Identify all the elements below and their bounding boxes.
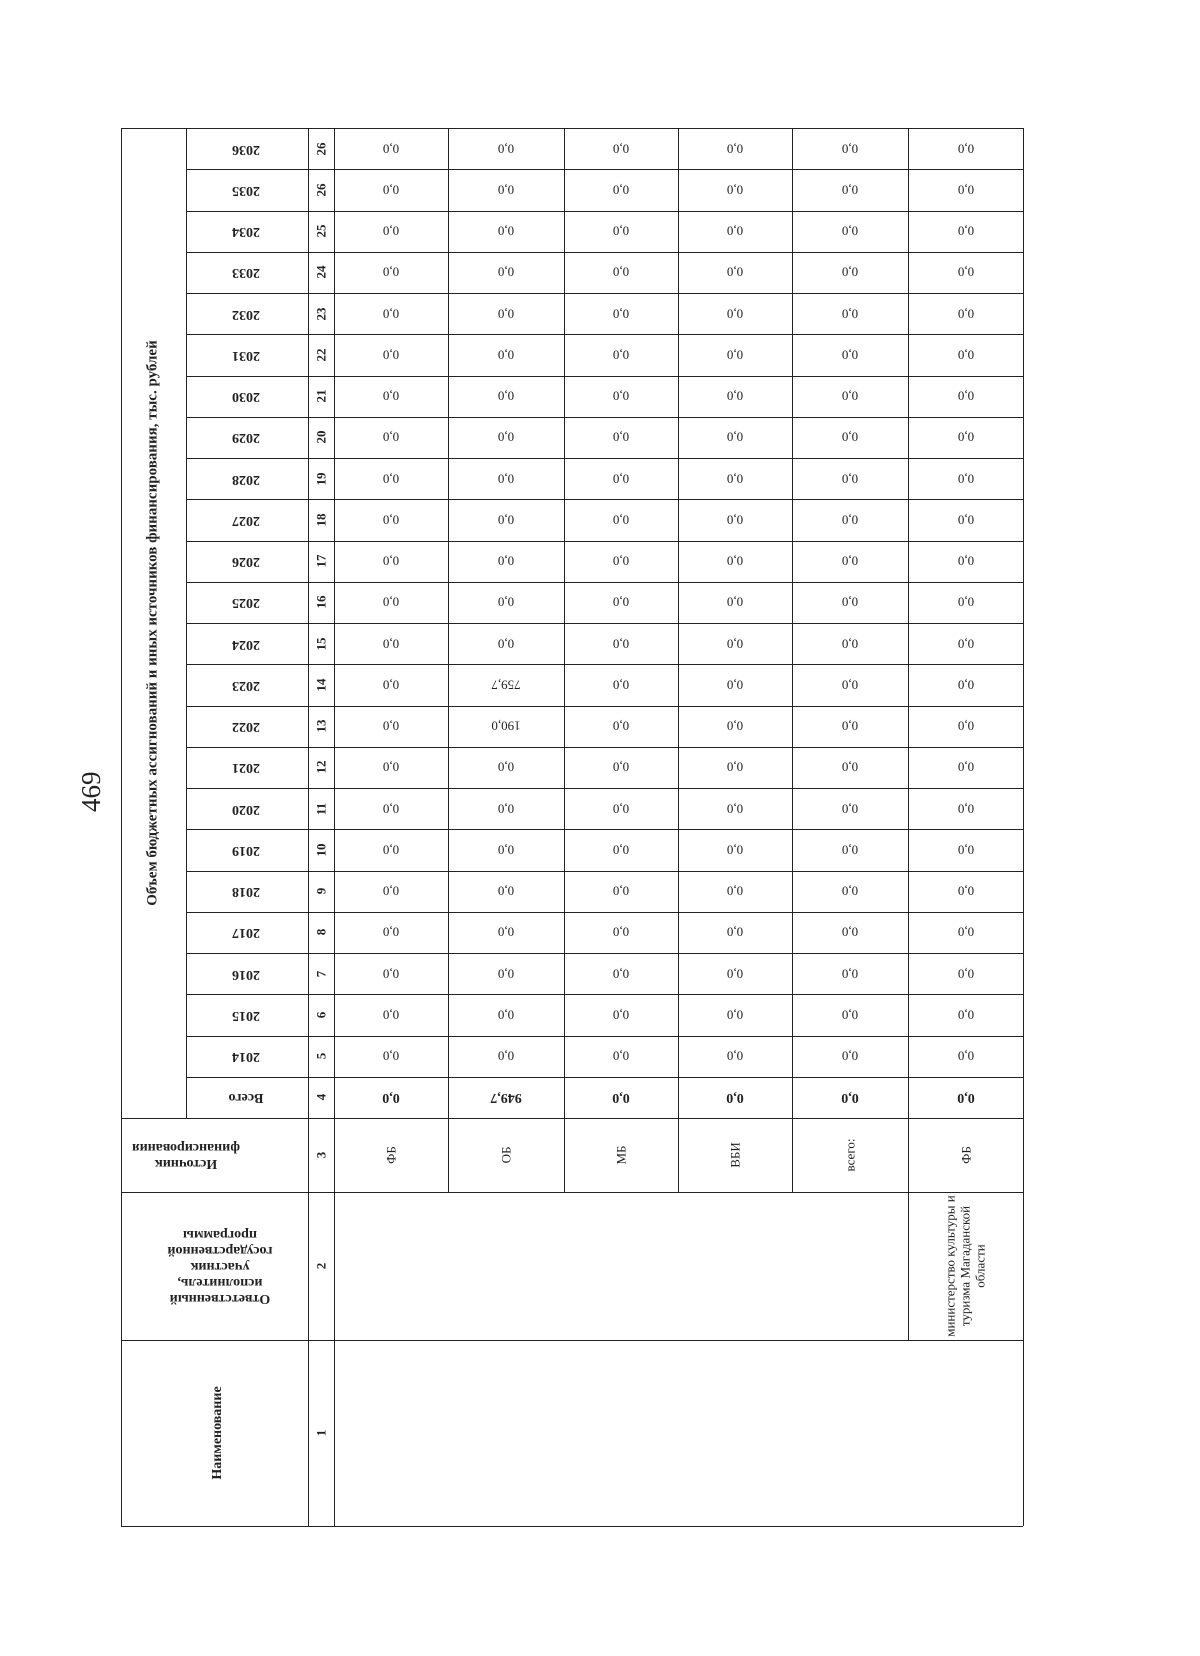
value-cell: 0,0 — [612, 347, 630, 363]
value-cell: 0,0 — [612, 1007, 630, 1023]
column-number: 4 — [313, 1094, 329, 1101]
value-cell: 0,0 — [382, 636, 400, 652]
value-cell: 0,0 — [957, 223, 974, 239]
value-cell: 0,0 — [497, 842, 515, 858]
year-label: 2031 — [232, 347, 260, 363]
data-column-divider — [564, 128, 565, 1192]
value-cell: 0,0 — [612, 471, 630, 487]
year-row-divider — [186, 169, 1023, 170]
value-cell: 0,0 — [957, 347, 974, 363]
year-row-divider — [186, 912, 1023, 913]
responsible-header: Ответственный исполнитель, участник государственной программы — [167, 1226, 273, 1307]
value-cell: 0,0 — [497, 429, 515, 445]
value-cell: 0,0 — [497, 594, 515, 610]
value-cell: 0,0 — [612, 264, 630, 280]
year-label: 2024 — [232, 636, 260, 652]
value-cell: 0,0 — [497, 141, 515, 157]
value-cell: 0,0 — [957, 842, 974, 858]
year-label: 2022 — [232, 719, 260, 735]
data-column-divider — [448, 128, 449, 1192]
year-label: 2023 — [232, 677, 260, 693]
value-cell: 0,0 — [726, 347, 744, 363]
value-cell: 0,0 — [382, 223, 400, 239]
column-number: 14 — [313, 678, 329, 692]
value-cell: 0,0 — [497, 223, 515, 239]
value-cell: 0,0 — [726, 141, 744, 157]
value-cell: 0,0 — [841, 677, 859, 693]
value-cell: 0,0 — [957, 264, 974, 280]
value-cell: 0,0 — [841, 842, 859, 858]
year-label: 2035 — [232, 182, 260, 198]
data-column-divider — [792, 128, 793, 1192]
value-cell: 0,0 — [612, 966, 630, 982]
value-cell: 0,0 — [841, 182, 859, 198]
value-cell: 0,0 — [956, 1090, 975, 1106]
value-cell: 0,0 — [841, 759, 859, 775]
value-cell: 0,0 — [612, 801, 630, 817]
value-cell: 0,0 — [497, 966, 515, 982]
year-label: 2020 — [232, 801, 260, 817]
value-cell: 0,0 — [612, 924, 630, 940]
year-label: Всего — [228, 1090, 264, 1106]
column-number: 17 — [313, 554, 329, 568]
year-label: 2028 — [232, 471, 260, 487]
value-cell: 0,0 — [957, 306, 974, 322]
year-label: 2021 — [232, 760, 260, 776]
value-cell: 0,0 — [612, 1048, 630, 1064]
column-number: 11 — [313, 802, 329, 815]
year-row-divider — [186, 334, 1023, 335]
responsible-cell: министерство культуры и туризма Магаданской области — [942, 1195, 987, 1337]
value-cell: 0,0 — [497, 883, 515, 899]
value-cell: 0,0 — [841, 636, 859, 652]
value-cell: 0,0 — [726, 512, 744, 528]
value-cell: 0,0 — [497, 512, 515, 528]
value-cell: 0,0 — [957, 718, 974, 734]
value-cell: 0,0 — [497, 347, 515, 363]
value-cell: 0,0 — [382, 966, 400, 982]
column-number: 21 — [313, 389, 329, 403]
column-number: 26 — [313, 142, 329, 156]
source-cell: всего: — [842, 1138, 858, 1172]
value-cell: 0,0 — [841, 718, 859, 734]
value-cell: 0,0 — [382, 306, 400, 322]
value-cell: 0,0 — [612, 718, 630, 734]
year-label: 2036 — [232, 141, 260, 157]
value-cell: 0,0 — [726, 594, 744, 610]
value-cell: 0,0 — [382, 141, 400, 157]
value-cell: 0,0 — [841, 512, 859, 528]
column-number: 1 — [313, 1429, 329, 1437]
table-border-right — [1023, 128, 1024, 1526]
value-cell: 0,0 — [726, 471, 744, 487]
value-cell: 0,0 — [957, 924, 974, 940]
year-row-divider — [186, 1077, 1023, 1078]
year-row-divider — [186, 376, 1023, 377]
value-cell: 0,0 — [726, 388, 744, 404]
value-cell: 0,0 — [382, 471, 400, 487]
years-block-end — [121, 1118, 1023, 1119]
value-cell: 0,0 — [612, 182, 630, 198]
source-block-end — [121, 1192, 1023, 1193]
value-cell: 0,0 — [957, 512, 974, 528]
year-row-divider — [186, 953, 1023, 954]
value-cell: 0,0 — [957, 801, 974, 817]
column-number: 2 — [313, 1262, 329, 1270]
year-row-divider — [186, 499, 1023, 500]
value-cell: 0,0 — [957, 594, 974, 610]
column-number: 6 — [313, 1011, 329, 1019]
column-number: 9 — [313, 887, 329, 895]
value-cell: 0,0 — [497, 1048, 515, 1064]
year-row-divider — [186, 871, 1023, 872]
value-cell: 0,0 — [612, 306, 630, 322]
value-cell: 0,0 — [841, 553, 859, 569]
column-number: 8 — [313, 929, 329, 936]
year-row-divider — [186, 582, 1023, 583]
year-label: 2015 — [232, 1007, 260, 1023]
value-cell: 0,0 — [382, 1048, 400, 1064]
table-border-left — [121, 128, 122, 1526]
value-cell: 0,0 — [841, 141, 859, 157]
value-cell: 0,0 — [841, 594, 859, 610]
value-cell: 0,0 — [612, 141, 630, 157]
column-number: 16 — [313, 595, 329, 609]
value-cell: 0,0 — [957, 182, 974, 198]
table-border-top — [121, 128, 1023, 129]
value-cell: 0,0 — [957, 1048, 974, 1064]
value-cell: 0,0 — [382, 677, 400, 693]
value-cell: 0,0 — [957, 1007, 974, 1023]
year-row-divider — [186, 706, 1023, 707]
value-cell: 0,0 — [497, 264, 515, 280]
value-cell: 0,0 — [382, 429, 400, 445]
column-number: 5 — [313, 1052, 329, 1060]
value-cell: 0,0 — [497, 924, 515, 940]
year-row-divider — [186, 211, 1023, 212]
value-cell: 0,0 — [612, 759, 630, 775]
value-cell: 0,0 — [726, 636, 744, 652]
year-row-divider — [186, 252, 1023, 253]
value-cell: 0,0 — [726, 553, 744, 569]
year-label: 2019 — [232, 842, 260, 858]
value-cell: 0,0 — [382, 883, 400, 899]
value-cell: 0,0 — [957, 966, 974, 982]
value-cell: 0,0 — [726, 429, 744, 445]
value-cell: 0,0 — [957, 759, 974, 775]
column-number: 15 — [313, 637, 329, 651]
value-cell: 0,0 — [612, 594, 630, 610]
value-cell: 0,0 — [726, 759, 744, 775]
value-cell: 190,0 — [491, 718, 521, 734]
value-cell: 0,0 — [726, 718, 744, 734]
value-cell: 0,0 — [841, 429, 859, 445]
value-cell: 0,0 — [841, 1090, 859, 1106]
year-row-divider — [186, 747, 1023, 748]
value-cell: 0,0 — [382, 347, 400, 363]
value-cell: 0,0 — [497, 801, 515, 817]
value-cell: 0,0 — [382, 842, 400, 858]
value-cell: 0,0 — [726, 924, 744, 940]
value-cell: 0,0 — [382, 924, 400, 940]
value-cell: 0,0 — [382, 1007, 400, 1023]
year-row-divider — [186, 293, 1023, 294]
year-label: 2027 — [232, 512, 260, 528]
year-row-divider — [186, 829, 1023, 830]
value-cell: 0,0 — [382, 264, 400, 280]
value-cell: 0,0 — [841, 347, 859, 363]
column-number: 3 — [313, 1151, 329, 1159]
year-row-divider — [186, 417, 1023, 418]
name-header: Наименование — [209, 1386, 225, 1480]
value-cell: 0,0 — [612, 512, 630, 528]
value-cell: 0,0 — [612, 553, 630, 569]
column-number: 7 — [313, 970, 329, 977]
year-label: 2026 — [232, 554, 260, 570]
value-cell: 0,0 — [612, 1090, 630, 1106]
value-cell: 0,0 — [957, 636, 974, 652]
source-cell: ФБ — [958, 1146, 973, 1164]
value-cell: 0,0 — [726, 223, 744, 239]
year-row-divider — [186, 541, 1023, 542]
value-cell: 0,0 — [382, 594, 400, 610]
funding-header: Объем бюджетных ассигнований и иных источников финансирования, тыс. рублей — [144, 340, 161, 906]
year-row-divider — [186, 1036, 1023, 1037]
value-cell: 0,0 — [382, 801, 400, 817]
value-cell: 0,0 — [497, 1007, 515, 1023]
value-cell: 0,0 — [612, 842, 630, 858]
value-cell: 0,0 — [726, 1090, 744, 1106]
value-cell: 0,0 — [957, 429, 974, 445]
year-label: 2016 — [232, 966, 260, 982]
value-cell: 0,0 — [957, 471, 974, 487]
value-cell: 759,7 — [491, 677, 521, 693]
value-cell: 0,0 — [841, 1048, 859, 1064]
value-cell: 0,0 — [726, 801, 744, 817]
table-border-bottom — [121, 1526, 1023, 1527]
value-cell: 0,0 — [497, 306, 515, 322]
value-cell: 0,0 — [841, 388, 859, 404]
year-label: 2033 — [232, 265, 260, 281]
value-cell: 0,0 — [841, 966, 859, 982]
value-cell: 0,0 — [957, 388, 974, 404]
value-cell: 0,0 — [957, 883, 974, 899]
value-cell: 0,0 — [382, 182, 400, 198]
value-cell: 0,0 — [497, 636, 515, 652]
value-cell: 0,0 — [382, 512, 400, 528]
value-cell: 0,0 — [726, 306, 744, 322]
column-number-divider — [308, 128, 309, 1526]
value-cell: 0,0 — [726, 883, 744, 899]
value-cell: 0,0 — [726, 264, 744, 280]
year-label: 2032 — [232, 306, 260, 322]
year-label: 2025 — [232, 595, 260, 611]
source-cell: ФБ — [383, 1146, 399, 1164]
value-cell: 0,0 — [726, 182, 744, 198]
year-row-divider — [186, 623, 1023, 624]
year-label: 2030 — [232, 389, 260, 405]
column-number: 12 — [313, 760, 329, 774]
value-cell: 0,0 — [612, 636, 630, 652]
value-cell: 0,0 — [841, 471, 859, 487]
column-number: 23 — [313, 307, 329, 321]
value-cell: 0,0 — [382, 718, 400, 734]
value-cell: 0,0 — [841, 264, 859, 280]
year-label: 2018 — [232, 884, 260, 900]
value-cell: 0,0 — [957, 553, 974, 569]
value-cell: 0,0 — [957, 677, 974, 693]
year-row-divider — [186, 664, 1023, 665]
source-cell: ОБ — [498, 1146, 514, 1164]
value-cell: 0,0 — [841, 924, 859, 940]
value-cell: 0,0 — [382, 388, 400, 404]
column-number: 20 — [313, 430, 329, 444]
value-cell: 0,0 — [726, 677, 744, 693]
column-number: 18 — [313, 513, 329, 527]
value-cell: 949,7 — [490, 1090, 522, 1106]
year-row-divider — [186, 788, 1023, 789]
value-cell: 0,0 — [726, 1048, 744, 1064]
page-number: 469 — [76, 771, 106, 812]
column-number: 22 — [313, 348, 329, 362]
value-cell: 0,0 — [497, 388, 515, 404]
value-cell: 0,0 — [382, 553, 400, 569]
value-cell: 0,0 — [497, 759, 515, 775]
value-cell: 0,0 — [612, 429, 630, 445]
year-label: 2017 — [232, 925, 260, 941]
value-cell: 0,0 — [612, 223, 630, 239]
value-cell: 0,0 — [841, 801, 859, 817]
value-cell: 0,0 — [957, 141, 974, 157]
value-cell: 0,0 — [726, 842, 744, 858]
data-column-divider — [678, 128, 679, 1192]
responsible-block-end — [121, 1340, 1023, 1341]
value-cell: 0,0 — [726, 1007, 744, 1023]
column-number: 19 — [313, 472, 329, 486]
column-number: 26 — [313, 183, 329, 197]
value-cell: 0,0 — [497, 182, 515, 198]
value-cell: 0,0 — [612, 677, 630, 693]
year-label: 2014 — [232, 1049, 260, 1065]
value-cell: 0,0 — [382, 759, 400, 775]
source-header: Источник финансирования — [132, 1140, 240, 1172]
column-number: 25 — [313, 224, 329, 238]
value-cell: 0,0 — [612, 388, 630, 404]
source-cell: МБ — [613, 1145, 629, 1165]
data-column-divider — [908, 128, 909, 1340]
source-cell: ВБИ — [727, 1142, 743, 1168]
column-number: 24 — [313, 265, 329, 279]
year-row-divider — [186, 458, 1023, 459]
year-label: 2029 — [232, 430, 260, 446]
column-number: 10 — [313, 843, 329, 857]
value-cell: 0,0 — [497, 553, 515, 569]
value-cell: 0,0 — [497, 471, 515, 487]
value-cell: 0,0 — [841, 306, 859, 322]
year-row-divider — [186, 994, 1023, 995]
value-cell: 0,0 — [382, 1090, 400, 1106]
value-cell: 0,0 — [726, 966, 744, 982]
year-label: 2034 — [232, 224, 260, 240]
column-number: 13 — [313, 719, 329, 733]
value-cell: 0,0 — [612, 883, 630, 899]
value-cell: 0,0 — [841, 223, 859, 239]
value-cell: 0,0 — [841, 883, 859, 899]
value-cell: 0,0 — [841, 1007, 859, 1023]
data-area-divider — [334, 128, 335, 1526]
